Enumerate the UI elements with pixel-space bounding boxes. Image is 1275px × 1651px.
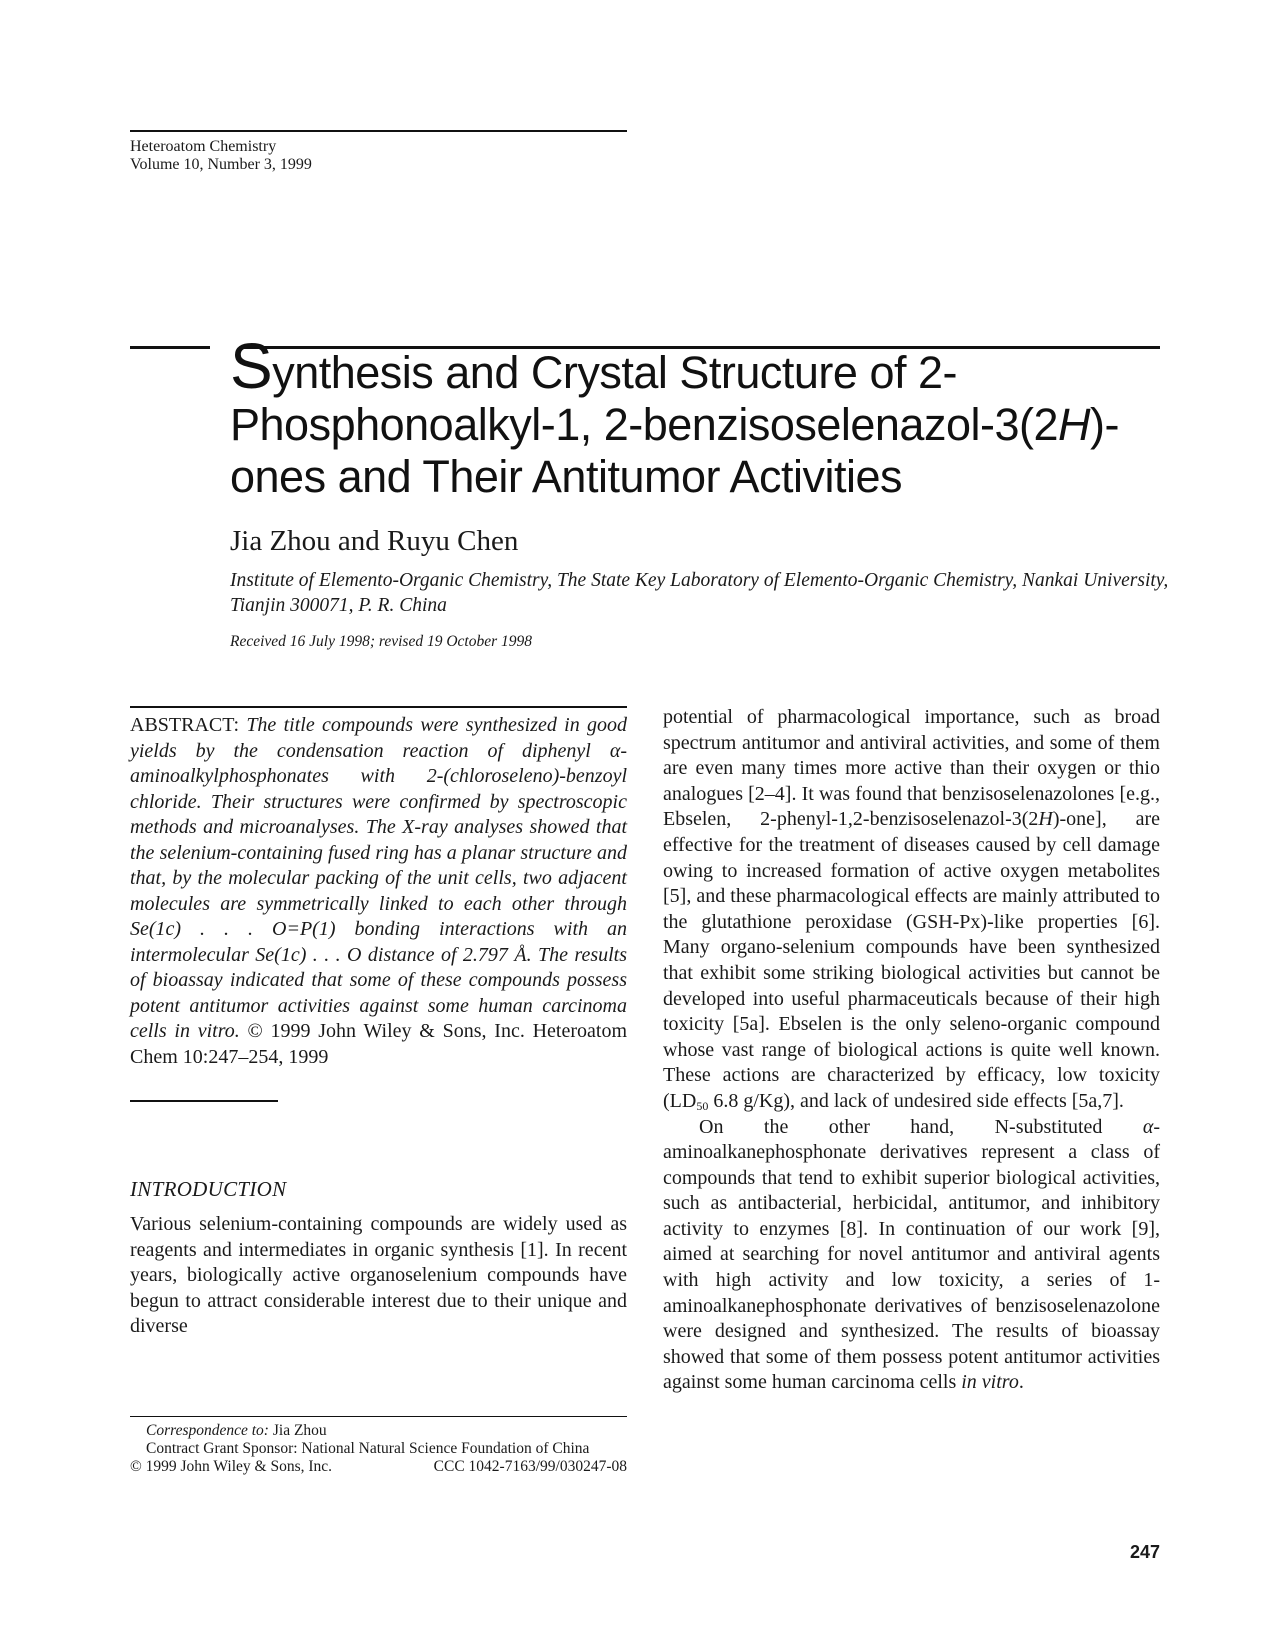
abstract bbox=[130, 713, 627, 1070]
abstract-top-rule bbox=[130, 706, 627, 708]
authors: Jia Zhou and Ruyu Chen bbox=[230, 525, 519, 557]
abstract-label: ABSTRACT: bbox=[130, 714, 240, 736]
journal-header bbox=[130, 138, 312, 174]
title-line-2-italic: H bbox=[1058, 399, 1091, 450]
paragraph-1-italic: H bbox=[1038, 808, 1053, 831]
affiliation: Institute of Elemento-Organic Chemistry, The State Key Laboratory of Elemento-Organic Chemistry, Nankai University, Tianjin 300071, P. R. China bbox=[230, 570, 1169, 616]
paragraph-1-part-b: )-one], are effective for the treatment of diseases caused by cell damage owing to increased formation of active oxygen metabolites [5], and these pharmacological effects are mainly attributed to the glutathione peroxidase (GSH-Px)-like properties [6]. Many organo-selenium compounds have been synthesized that exhibit some striking biological activities but cannot be developed into useful pharmaceuticals because of their high toxicity [5a]. Ebselen is the only seleno-organic compound whose vast range of biological actions is quite well known. These actions are characterized by efficacy, low toxicity (LD bbox=[663, 808, 1160, 1112]
abstract-bottom-rule bbox=[130, 1100, 278, 1102]
title-drop-letter: S bbox=[230, 330, 273, 402]
title-line-2a: Phosphonoalkyl-1, 2-benzisoselenazol-3(2 bbox=[230, 399, 1059, 450]
right-column bbox=[663, 705, 1160, 1396]
paragraph-2-part-c: . bbox=[1018, 1371, 1024, 1394]
paragraph-1-part-c: 6.8 g/Kg), and lack of undesired side effects [5a,7]. bbox=[708, 1089, 1124, 1112]
paragraph-2-part-b: -aminoalkanephosphonate derivatives represent a class of compounds that tend to exhibit superior biological activities, such as antibacterial, herbicidal, antitumor, and inhibitory activity to enzymes [8]. In continuation of our work [9], aimed at searching for novel antitumor and antiviral agents with high activity and low toxicity, a series of 1-aminoalkanephosphonate derivatives of benzisoselenazolone were designed and synthesized. The results of bioassay showed that some of them possess potent antitumor activities against some human carcinoma cells bbox=[663, 1115, 1160, 1394]
journal-name: Heteroatom Chemistry bbox=[130, 138, 277, 155]
copyright: © 1999 John Wiley & Sons, Inc. bbox=[130, 1458, 333, 1475]
paragraph-2-alpha: α bbox=[1142, 1115, 1154, 1138]
title-line-1: ynthesis and Crystal Structure of 2- bbox=[272, 347, 957, 398]
received-dates: Received 16 July 1998; revised 19 October 1998 bbox=[230, 633, 533, 650]
correspondence-label: Correspondence to: bbox=[146, 1422, 269, 1439]
page-number: 247 bbox=[1129, 1542, 1160, 1562]
footnote-rule bbox=[130, 1416, 627, 1417]
correspondence-name: Jia Zhou bbox=[268, 1422, 327, 1439]
abstract-body: The title compounds were synthesized in good yields by the condensation reaction of diphenyl α-aminoalkylphosphonates with 2-(chloroseleno)-benzoyl chloride. Their structures were confirmed by spectroscopic methods and microanalyses. The X-ray analyses showed that the selenium-containing fused ring has a planar structure and that, by the molecular packing of the unit cells, two adjacent molecules are symmetrically linked to each other through Se(1c) . . . O=P(1) bonding interactions with an intermolecular Se(1c) . . . O distance of 2.797 Å. The results of bioassay indicated that some of these compounds possess potent antitumor activities against some human carcinoma cells in vitro. bbox=[130, 714, 627, 1042]
title-line-2b: )- bbox=[1090, 399, 1119, 450]
article-title bbox=[230, 330, 1170, 503]
paragraph-2 bbox=[663, 1115, 1160, 1397]
ld50-subscript: 50 bbox=[696, 1098, 709, 1113]
ccc-code: CCC 1042-7163/99/030247-08 bbox=[433, 1458, 627, 1475]
paragraph-2-part-a: On the other hand, N-substituted bbox=[699, 1115, 1143, 1138]
footnote bbox=[130, 1422, 627, 1476]
title-rule-left bbox=[130, 346, 210, 349]
paragraph-1 bbox=[663, 705, 1160, 1115]
introduction-body: Various selenium-containing compounds are widely used as reagents and intermediates in organic synthesis [1]. In recent years, biologically active organoselenium compounds have begun to attract considerable interest due to their unique and diverse bbox=[130, 1213, 627, 1337]
header-rule bbox=[130, 130, 627, 132]
abstract-citation: © 1999 John Wiley & Sons, Inc. Heteroatom Chem 10:247–254, 1999 bbox=[130, 1020, 627, 1068]
paragraph-2-italic: in vitro bbox=[961, 1371, 1019, 1394]
grant-sponsor: Contract Grant Sponsor: National Natural Science Foundation of China bbox=[146, 1440, 590, 1457]
journal-volume: Volume 10, Number 3, 1999 bbox=[130, 156, 312, 173]
introduction-heading: INTRODUCTION bbox=[130, 1177, 287, 1201]
paragraph-1-part-a: potential of pharmacological importance, such as broad spectrum antitumor and antiviral activities, and some of them are even many times more active than their oxygen or thio analogues [2–4]. It was found that benzisoselenazolones [e.g., Ebselen, 2-phenyl-1,2-benzisoselenazol-3(2 bbox=[663, 706, 1160, 831]
title-line-3: ones and Their Antitumor Activities bbox=[230, 451, 903, 502]
